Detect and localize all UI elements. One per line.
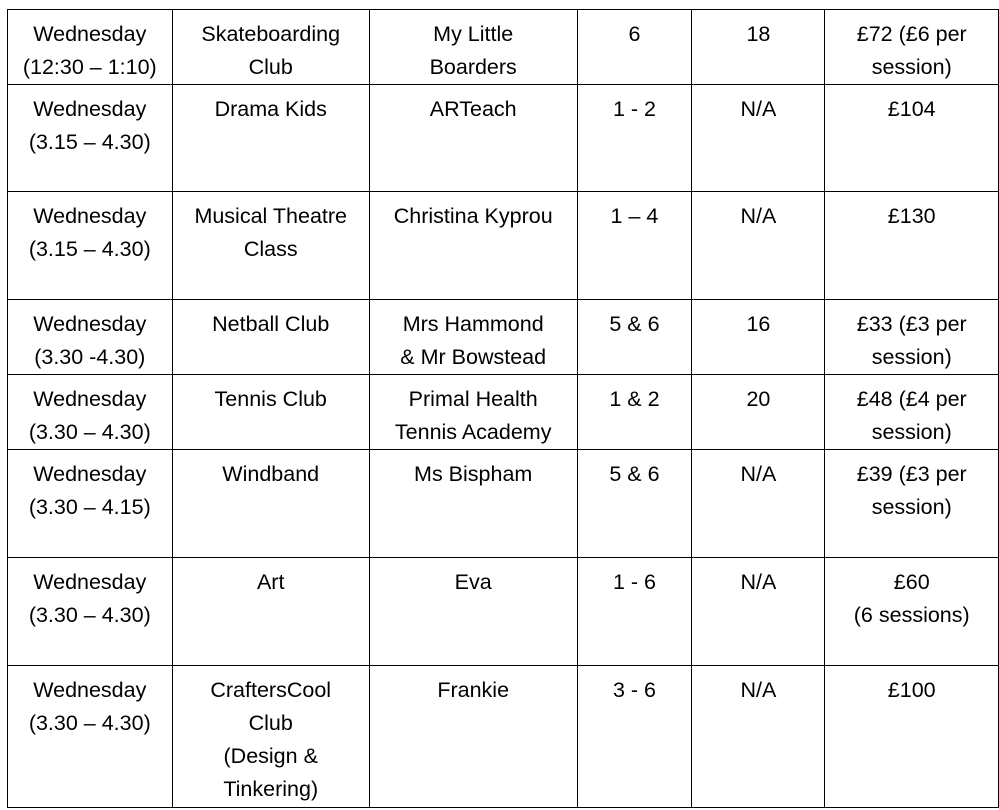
day-cell: Wednesday (3.30 -4.30): [8, 300, 173, 375]
provider-cell: Eva: [369, 558, 577, 666]
day-cell: Wednesday (3.30 – 4.30): [8, 558, 173, 666]
year-group-cell: 1 – 4: [577, 192, 692, 300]
places-cell: 18: [692, 10, 825, 85]
table-row: [8, 375, 999, 450]
table-row: [8, 300, 999, 375]
day-cell: Wednesday (12:30 – 1:10): [8, 10, 173, 85]
cost-cell: £100: [825, 666, 999, 808]
day-cell: Wednesday (3.15 – 4.30): [8, 85, 173, 192]
day-cell: Wednesday (3.30 – 4.30): [8, 666, 173, 808]
places-cell: 16: [692, 300, 825, 375]
table-row: [8, 192, 999, 300]
table-row: [8, 85, 999, 192]
cost-cell: £72 (£6 per session): [825, 10, 999, 85]
table-row: [8, 666, 999, 808]
cost-cell: £60 (6 sessions): [825, 558, 999, 666]
table-row: [8, 450, 999, 558]
places-cell: 20: [692, 375, 825, 450]
clubs-table: [7, 9, 999, 808]
club-cell: Musical Theatre Class: [172, 192, 369, 300]
year-group-cell: 1 - 6: [577, 558, 692, 666]
cost-cell: £130: [825, 192, 999, 300]
year-group-cell: 1 & 2: [577, 375, 692, 450]
places-cell: N/A: [692, 558, 825, 666]
provider-cell: Frankie: [369, 666, 577, 808]
year-group-cell: 1 - 2: [577, 85, 692, 192]
club-cell: Tennis Club: [172, 375, 369, 450]
day-cell: Wednesday (3.30 – 4.15): [8, 450, 173, 558]
day-cell: Wednesday (3.15 – 4.30): [8, 192, 173, 300]
club-cell: CraftersCool Club (Design & Tinkering): [172, 666, 369, 808]
club-cell: Netball Club: [172, 300, 369, 375]
club-cell: Drama Kids: [172, 85, 369, 192]
provider-cell: ARTeach: [369, 85, 577, 192]
day-cell: Wednesday (3.30 – 4.30): [8, 375, 173, 450]
club-cell: Skateboarding Club: [172, 10, 369, 85]
provider-cell: Mrs Hammond & Mr Bowstead: [369, 300, 577, 375]
cost-cell: £48 (£4 per session): [825, 375, 999, 450]
year-group-cell: 5 & 6: [577, 300, 692, 375]
cost-cell: £104: [825, 85, 999, 192]
year-group-cell: 3 - 6: [577, 666, 692, 808]
club-cell: Windband: [172, 450, 369, 558]
places-cell: N/A: [692, 192, 825, 300]
places-cell: N/A: [692, 85, 825, 192]
club-cell: Art: [172, 558, 369, 666]
provider-cell: My Little Boarders: [369, 10, 577, 85]
provider-cell: Primal Health Tennis Academy: [369, 375, 577, 450]
year-group-cell: 6: [577, 10, 692, 85]
table-row: [8, 10, 999, 85]
cost-cell: £39 (£3 per session): [825, 450, 999, 558]
year-group-cell: 5 & 6: [577, 450, 692, 558]
provider-cell: Ms Bispham: [369, 450, 577, 558]
table-row: [8, 558, 999, 666]
provider-cell: Christina Kyprou: [369, 192, 577, 300]
places-cell: N/A: [692, 450, 825, 558]
places-cell: N/A: [692, 666, 825, 808]
cost-cell: £33 (£3 per session): [825, 300, 999, 375]
